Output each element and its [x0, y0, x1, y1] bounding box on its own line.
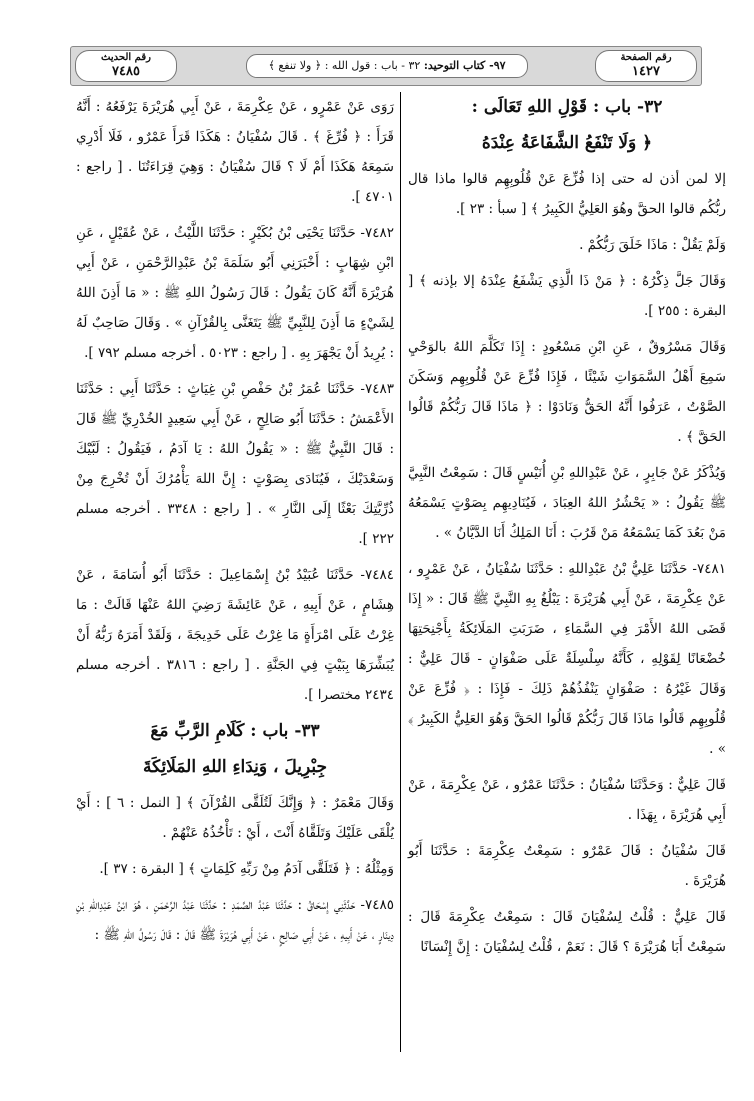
hadith-paragraph: ٧٤٨٢- حَدَّثَنَا يَحْيَى بْنُ بُكَيْرٍ : حَدَّثَنَا اللَّيْثُ ، عَنْ عُقَيْلٍ ، عَنِ ابْنِ شِهَابٍ : أَخْبَرَنِي أَبُو سَلَمَةَ بْنُ عَبْدِالرَّحْمَنِ ، عَنْ أَبِي هُرَيْرَةَ أَنَّهُ كَانَ يَقُولُ : قَالَ رَسُولُ اللهِ ﷺ : « مَا أَذِنَ اللهُ لِشَيْءٍ مَا أَذِنَ لِلنَّبِيِّ ﷺ يَتَغَنَّى بِالقُرْآنِ » . وَقَالَ صَاحِبٌ لَهُ : يُرِيدُ أَنْ يَجْهَرَ بِهِ . [ راجع : ٥٠٢٣ . أخرجه مسلم ٧٩٢ ].: [76, 225, 394, 361]
hadith-paragraph: ٧٤٨١- حَدَّثَنَا عَلِيُّ بْنُ عَبْدِاللهِ : حَدَّثَنَا سُفْيَانُ ، عَنْ عَمْرٍو ، عَنْ عِكْرِمَةَ ، عَنْ أَبِي هُرَيْرَةَ : يَبْلُغُ بِهِ النَّبِيَّ ﷺ قَالَ : « إِذَا قَضَى اللهُ الأَمْرَ فِي السَّمَاءِ ، ضَرَبَتِ المَلَائِكَةُ بِأَجْنِحَتِهَا خُضْعَانًا لِقَوْلِهِ ، كَأَنَّهُ سِلْسِلَةٌ عَلَى صَفْوَانٍ - قَالَ عَلِيٌّ : وَقَالَ غَيْرُهُ : صَفْوَانٍ يَنْفُذُهُمْ ذَلِكَ - فَإِذَا : ﴿ فُزِّعَ عَنْ قُلُوبِهِم قَالُوا مَاذَا قَالَ رَبُّكُمْ قَالُوا الحَقَّ وَهُوَ العَلِيُّ الكَبِيرُ ﴾ » .: [408, 561, 726, 757]
text-paragraph: وَيُذْكَرُ عَنْ جَابِرٍ ، عَنْ عَبْدِاللهِ بْنِ أُنَيْسٍ قَالَ : سَمِعْتُ النَّبِيَّ ﷺ يَقُولُ : « يَحْشُرُ اللهُ العِبَادَ ، فَيُنَادِيهِم بِصَوْتٍ يَسْمَعُهُ مَنْ بَعُدَ كَمَا يَسْمَعُهُ مَنْ قَرُبَ : أَنَا المَلِكُ أَنَا الدَّيَّانُ » .: [408, 465, 726, 541]
text-paragraph: رَوَى عَنْ عَمْرٍو ، عَنْ عِكْرِمَةَ ، عَنْ أَبِي هُرَيْرَةَ يَرْفَعُهُ : أَنَّهُ قَرَأَ : ﴿ فُرِّغَ ﴾ . قَالَ سُفْيَانُ : هَكَذَا قَرَأَ عَمْرٌو ، فَلَا أَدْرِي سَمِعَهُ هَكَذَا أَمْ لَا ؟ قَالَ سُفْيَانُ : وَهِيَ قِرَاءَتُنَا . [ راجع : ٤٧٠١ ].: [76, 99, 394, 205]
hadith-number-label: رقم الحديث: [101, 52, 151, 63]
chapter-heading: ٣٢- باب : قَوْلِ اللهِ تَعَالَى :: [471, 97, 663, 117]
text-paragraph: قَالَ عَلِيٌّ : وَحَدَّثَنَا سُفْيَانُ : حَدَّثَنَا عَمْرٌو ، عَنْ عِكْرِمَةَ ، عَنْ أَبِي هُرَيْرَةَ ، بِهَذَا .: [408, 777, 726, 823]
text-paragraph: وَقَالَ مَسْرُوقٌ ، عَنِ ابْنِ مَسْعُودٍ : إِذَا تَكَلَّمَ اللهُ بالوَحْيِ سَمِعَ أَهْلُ السَّمَوَاتِ شَيْئًا ، فَإِذَا فُزِّعَ عَنْ قُلُوبِهِم وَسَكَنَ الصَّوْتُ ، عَرَفُوا أَنَّهُ الحَقُّ وَنَادَوْا : ﴿ مَاذَا قَالَ رَبُّكُمْ قَالُوا الحَقَّ ﴾ .: [408, 339, 726, 445]
hadith-paragraph: ٧٤٨٣- حَدَّثَنَا عُمَرُ بْنُ حَفْصِ بْنِ غِيَاثٍ : حَدَّثَنَا أَبِي : حَدَّثَنَا الأَعْمَشُ : حَدَّثَنَا أَبُو صَالِحٍ ، عَنْ أَبِي سَعِيدٍ الخُدْرِيِّ ﷺ قَالَ : قَالَ النَّبِيُّ ﷺ : « يَقُولُ اللهُ : يَا آدَمُ ، فَيَقُولُ : لَبَّيْكَ وَسَعْدَيْكَ ، فَيُنَادَى بِصَوْتٍ : إِنَّ اللهَ يَأْمُرُكَ أَنْ تُخْرِجَ مِنْ ذُرِّيَّتِكَ بَعْثًا إِلَى النَّارِ » . [ راجع : ٣٣٤٨ . أخرجه مسلم ٢٢٢ ].: [76, 381, 394, 547]
chapter-heading: ٣٣- باب : كَلَامِ الرَّبِّ مَعَ: [150, 721, 320, 741]
hadith-number: ٧٤٨٥: [112, 64, 140, 79]
text-paragraph: وَمِثْلُهُ : ﴿ فَتَلَقَّى آدَمُ مِنْ رَبِّهِ كَلِمَاتٍ ﴾ [ البقرة : ٣٧ ].: [99, 861, 394, 877]
page-number-box: [595, 50, 697, 82]
chapter-bab: ٣٢ - باب : قول الله : ﴿ ولا تنفع ﴾: [268, 59, 421, 72]
hadith-paragraph: ٧٤٨٥- حَدَّثَنِي إِسْحَاقُ : حَدَّثَنَا عَبْدُ الصَّمَدِ : حَدَّثَنَا عَبْدُ الرَّحْمَنِ ، هُوَ ابْنُ عَبْدِاللهِ بْنِ دِينَارٍ ، عَنْ أَبِيهِ ، عَنْ أَبِي صَالِحٍ ، عَنْ أَبِي هُرَيْرَةَ ﷺ قَالَ : قَالَ رَسُولُ اللهِ ﷺ :: [76, 897, 394, 943]
chapter-book: ٩٧- كتاب التوحيد:: [423, 59, 506, 72]
chapter-heading: ﴿ وَلَا تَنْفَعُ الشَّفَاعَةُ عِنْدَهُ: [481, 133, 653, 153]
chapter-title-box: [246, 54, 528, 78]
page-number: ١٤٢٧: [632, 64, 660, 79]
text-paragraph: وَقَالَ مَعْمَرٌ : ﴿ وَإِنَّكَ لَتُلَقَّى القُرْآنَ ﴾ [ النمل : ٦ ] : أَيْ يُلْقَى عَلَيْكَ وَتَلَقَّاهُ أَنْتَ ، أَيْ : تَأْخُذُهُ عَنْهُمْ .: [76, 795, 394, 841]
page-header: [70, 46, 702, 86]
chapter-heading: جِبْرِيلَ ، وَنِدَاءِ اللهِ المَلَائِكَةَ: [142, 757, 328, 777]
left-text-column: [76, 92, 394, 956]
page-number-label: رقم الصفحة: [620, 52, 672, 63]
text-paragraph: وَقَالَ جَلَّ ذِكْرُهُ : ﴿ مَنْ ذَا الَّذِي يَشْفَعُ عِنْدَهُ إلا بإذنه ﴾ [ البقرة : ٢٥٥ ].: [408, 273, 726, 319]
column-divider: [400, 92, 401, 1052]
text-paragraph: قَالَ عَلِيٌّ : قُلْتُ لِسُفْيَانَ قَالَ : سَمِعْتُ عِكْرِمَةَ قَالَ : سَمِعْتُ أَبَا هُرَيْرَةَ ؟ قَالَ : نَعَمْ ، قُلْتُ لِسُفْيَانَ : إِنَّ إِنْسَانًا: [408, 909, 726, 955]
text-paragraph: وَلَمْ يَقُلْ : مَاذَا خَلَقَ رَبُّكُمْ .: [579, 237, 726, 253]
hadith-paragraph: ٧٤٨٤- حَدَّثَنَا عُبَيْدُ بْنُ إِسْمَاعِيلَ : حَدَّثَنَا أَبُو أُسَامَةَ ، عَنْ هِشَامٍ ، عَنْ أَبِيهِ ، عَنْ عَائِشَةَ رَضِيَ اللهُ عَنْهَا قَالَتْ : مَا غِرْتُ عَلَى امْرَأَةٍ مَا غِرْتُ عَلَى خَدِيجَةَ ، وَلَقَدْ أَمَرَهُ رَبُّهُ أَنْ يُبَشِّرَهَا بِبَيْتٍ فِي الجَنَّةِ . [ راجع : ٣٨١٦ . أخرجه مسلم ٢٤٣٤ مختصرا ].: [76, 567, 394, 703]
right-text-column: [408, 92, 726, 968]
text-paragraph: إلا لمن أذن له حتى إذا فُزِّعَ عَنْ قُلُوبِهِم قالوا ماذا قال ربُّكُم قالوا الحقَّ وهُوَ العَلِيُّ الكَبِيرُ ﴾ [ سبأ : ٢٣ ].: [408, 171, 726, 217]
hadith-number-box: [75, 50, 177, 82]
text-paragraph: قَالَ سُفْيَانُ : قَالَ عَمْرٌو : سَمِعْتُ عِكْرِمَةَ : حَدَّثَنَا أَبُو هُرَيْرَةَ .: [408, 843, 726, 889]
